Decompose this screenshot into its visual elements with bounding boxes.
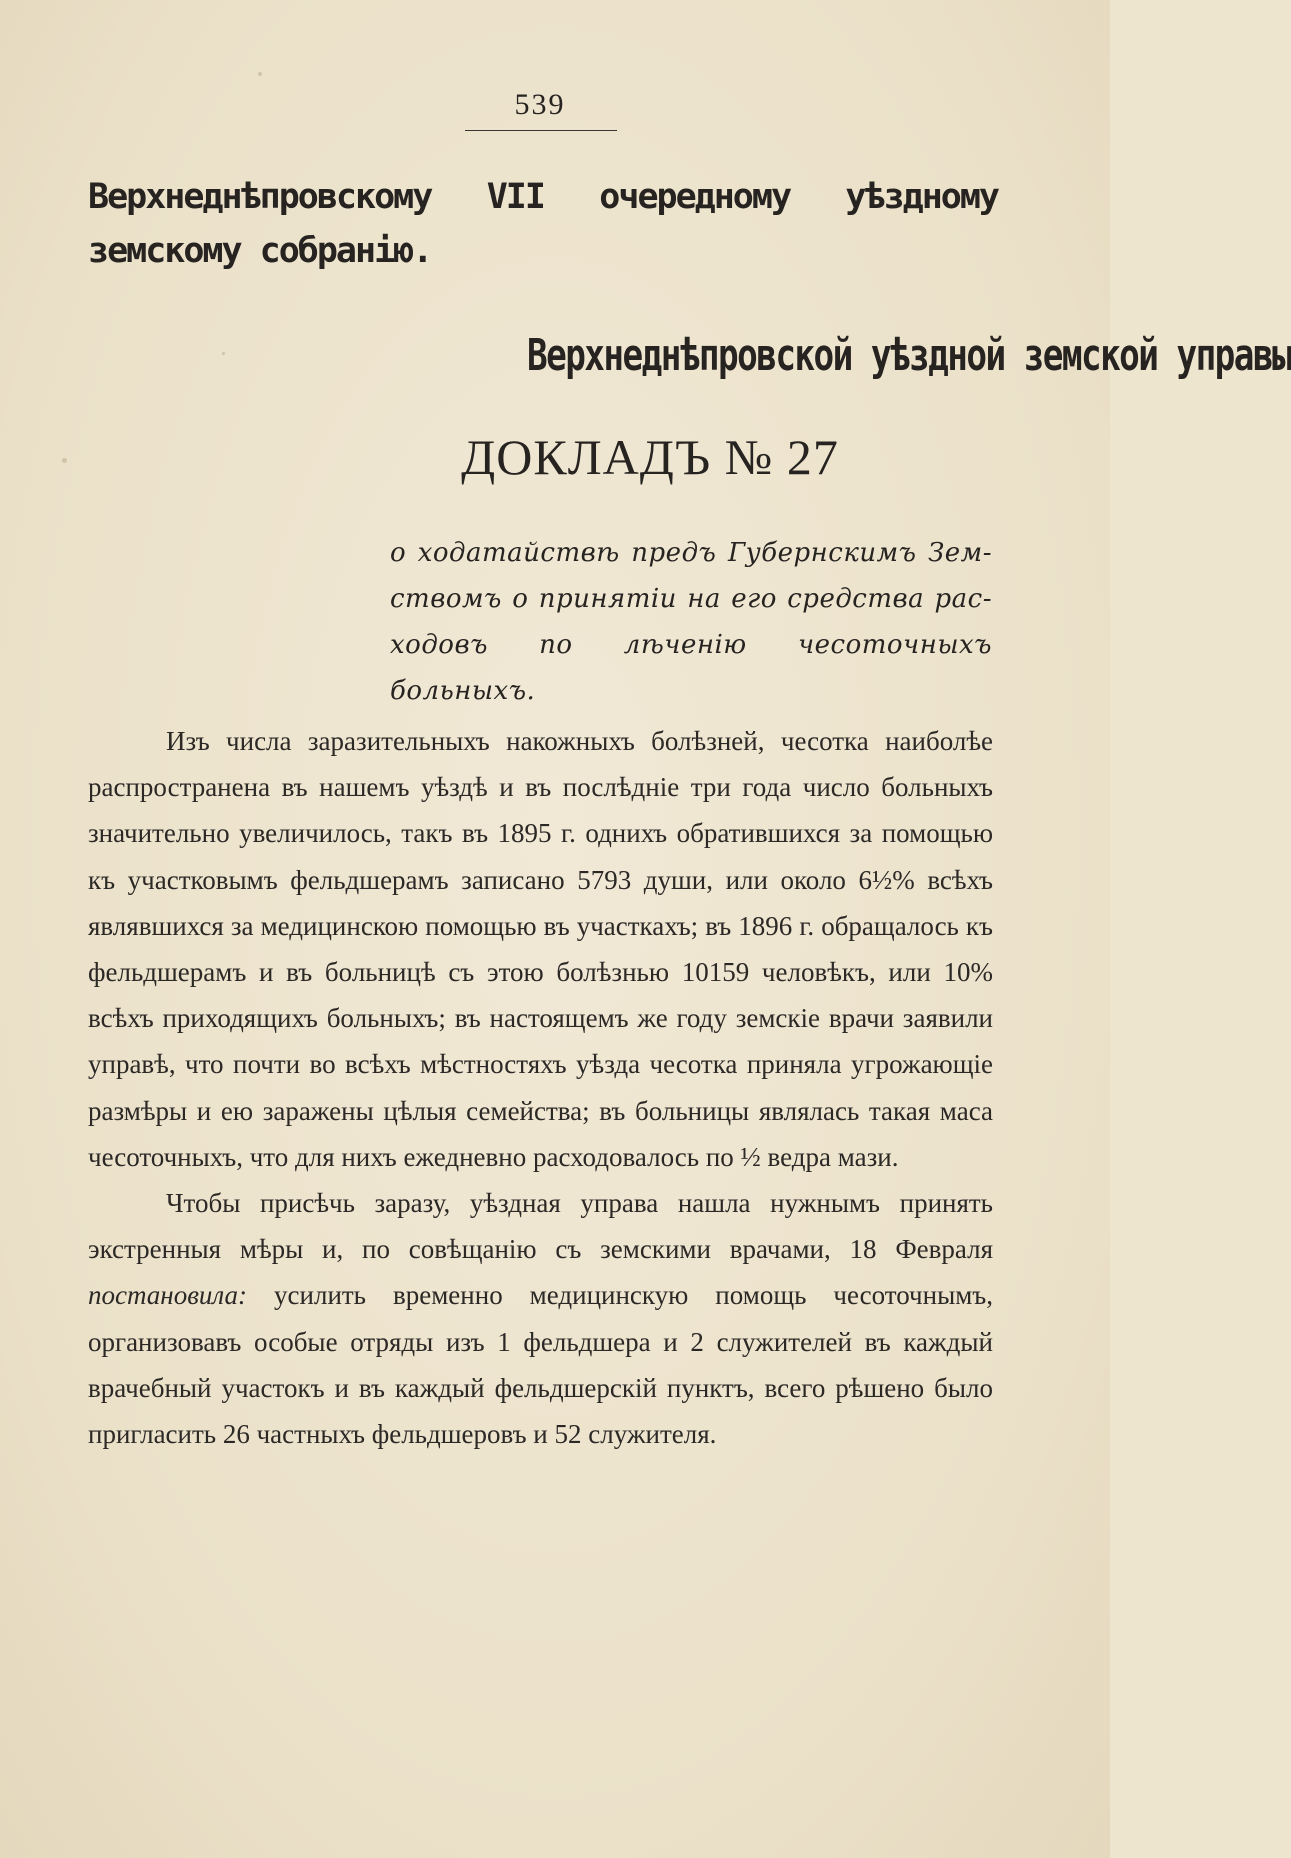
subject-line: ствомъ о принятіи на его средства рас- [390,584,992,614]
paragraph-1: Изъ числа заразительныхъ накожныхъ болѣзней, чесотка наиболѣе распространена въ нашемъ уѣздѣ и въ послѣдніе три года число больныхъ значительно увеличилось, такъ въ 1895 г. однихъ обратившихся за помощью къ участковымъ фельдшерамъ записано 5793 души, или около 6½% всѣхъ являвшихся за медицинскою помощью въ участкахъ; въ 1896 г. обращалось къ фельдшерамъ и въ больницѣ съ этою болѣзнью 10159 человѣкъ, или 10% всѣхъ приходящихъ больныхъ; въ настоящемъ же году земскіе врачи заявили управѣ, что почти во всѣхъ мѣстностяхъ уѣзда чесотка приняла угрожающіе размѣры и ею заражены цѣлыя семейства; въ больницы являлась такая маса чесоточныхъ, что для нихъ ежедневно расходовалось по ½ ведра мази. [88,726,993,1172]
subject-line: ходовъ по лѣченію чесоточныхъ больныхъ. [390,630,992,706]
paper-speck [258,72,262,76]
page-number-rule [465,130,617,131]
paragraph-2-before: Чтобы присѣчь заразу, уѣздная управа нашла нужнымъ принять экстренныя мѣры и, по совѣщанію съ земскими врачами, 18 Февраля [88,1188,993,1265]
document-title: ДОКЛАДЪ № 27 [461,429,839,485]
paper-speck [62,458,67,463]
body-text [88,718,993,1457]
document-subject [390,530,992,706]
paper-speck [222,352,225,355]
paragraph-2-after: усилить временно медицинскую помощь чесоточнымъ, организовавъ особые отряды изъ 1 фельдшера и 2 служителей въ каждый врачебный участокъ и въ каждый фельдшерскій пунктъ, всего рѣшено было пригласить 26 частныхъ фельдшеровъ и 52 служителя. [88,1280,994,1450]
subject-line: о ходатайствѣ предъ Губернскимъ Зем- [390,538,992,568]
addressee-heading: Верхнеднѣпровскому VII очередному уѣздному земскому собранію. [88,177,998,271]
paragraph-2-emphasis: постановила: [88,1280,248,1311]
issuer-heading: Верхнеднѣпровской уѣздной земской управы [527,330,1291,381]
page-number: 539 [514,88,566,121]
paragraph-2 [88,1180,993,1457]
